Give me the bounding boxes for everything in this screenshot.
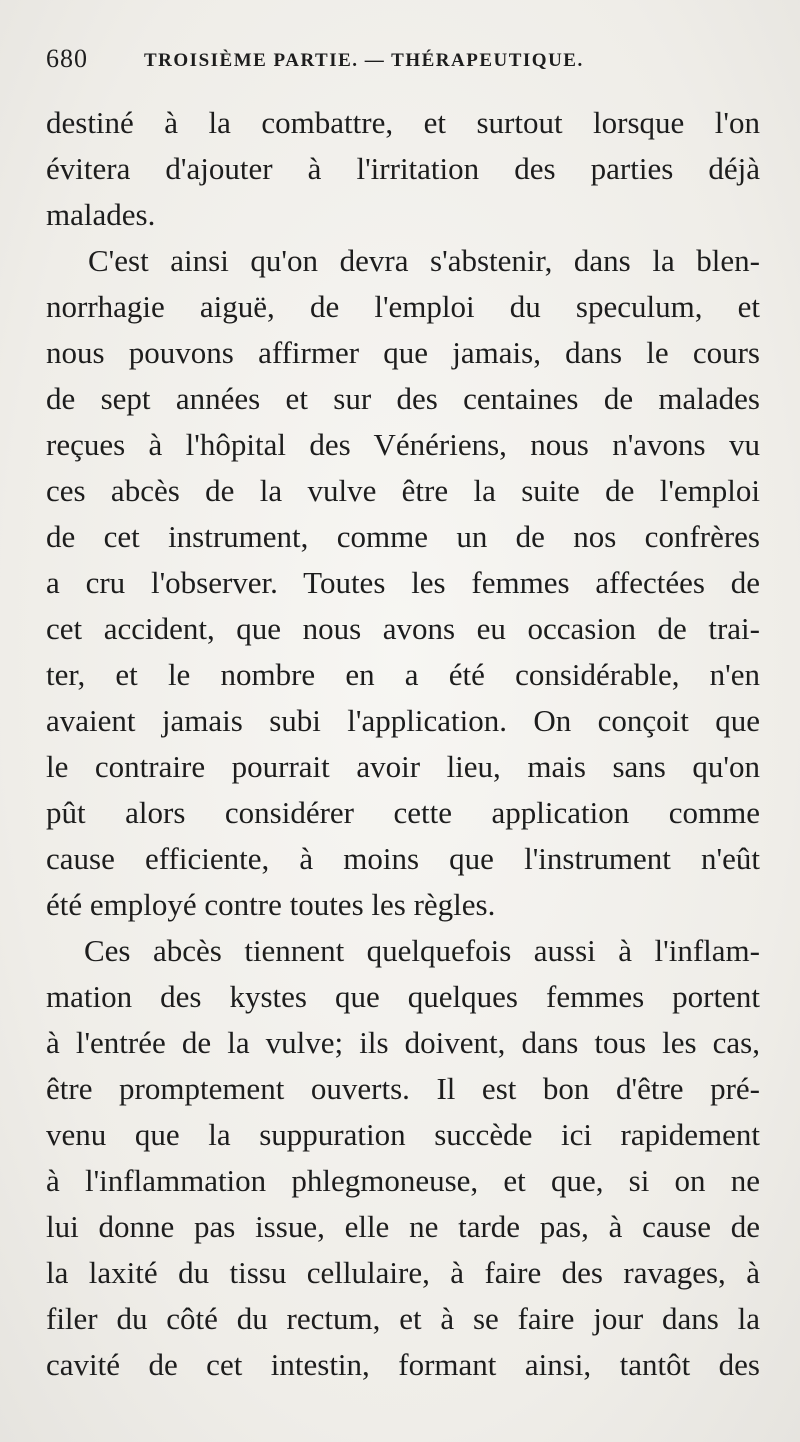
text-line: à l'inflammation phlegmoneuse, et que, si on ne bbox=[46, 1163, 760, 1198]
text-line: de sept années et sur des centaines de malades bbox=[46, 381, 760, 416]
text-line: filer du côté du rectum, et à se faire jour dans la bbox=[46, 1301, 760, 1336]
text-line: évitera d'ajouter à l'irritation des parties déjà bbox=[46, 151, 760, 186]
text-line: nous pouvons affirmer que jamais, dans le cours bbox=[46, 335, 760, 370]
text-line: pût alors considérer cette application comme bbox=[46, 795, 760, 830]
text-line: le contraire pourrait avoir lieu, mais sans qu'on bbox=[46, 749, 760, 784]
text-line: été employé contre toutes les règles. bbox=[46, 887, 496, 922]
text-line: lui donne pas issue, elle ne tarde pas, à cause de bbox=[46, 1209, 760, 1244]
text-line: ter, et le nombre en a été considérable, n'en bbox=[46, 657, 760, 692]
text-line: malades. bbox=[46, 197, 156, 232]
page-number: 680 bbox=[46, 44, 88, 73]
text-line: à l'entrée de la vulve; ils doivent, dans tous les cas, bbox=[46, 1025, 760, 1060]
text-line: C'est ainsi qu'on devra s'abstenir, dans la blen- bbox=[88, 243, 760, 278]
text-line: cet accident, que nous avons eu occasion de trai- bbox=[46, 611, 760, 646]
text-line: norrhagie aiguë, de l'emploi du speculum, et bbox=[46, 289, 760, 324]
running-head-title: TROISIÈME PARTIE. — THÉRAPEUTIQUE. bbox=[144, 50, 584, 71]
text-line: reçues à l'hôpital des Vénériens, nous n'avons vu bbox=[46, 427, 760, 462]
text-line: de cet instrument, comme un de nos confrères bbox=[46, 519, 760, 554]
text-line: cause efficiente, à moins que l'instrument n'eût bbox=[46, 841, 760, 876]
text-line: a cru l'observer. Toutes les femmes affectées de bbox=[46, 565, 760, 600]
text-line: ces abcès de la vulve être la suite de l'emploi bbox=[46, 473, 760, 508]
body-text bbox=[46, 100, 760, 1388]
text-line: la laxité du tissu cellulaire, à faire des ravages, à bbox=[46, 1255, 760, 1290]
text-line: être promptement ouverts. Il est bon d'être pré- bbox=[46, 1071, 760, 1106]
running-head bbox=[46, 44, 756, 80]
text-line: Ces abcès tiennent quelquefois aussi à l'inflam- bbox=[84, 933, 760, 968]
text-line: venu que la suppuration succède ici rapidement bbox=[46, 1117, 760, 1152]
text-line: cavité de cet intestin, formant ainsi, tantôt des bbox=[46, 1347, 760, 1382]
text-line: destiné à la combattre, et surtout lorsque l'on bbox=[46, 105, 760, 140]
text-line: avaient jamais subi l'application. On conçoit que bbox=[46, 703, 760, 738]
text-line: mation des kystes que quelques femmes portent bbox=[46, 979, 760, 1014]
